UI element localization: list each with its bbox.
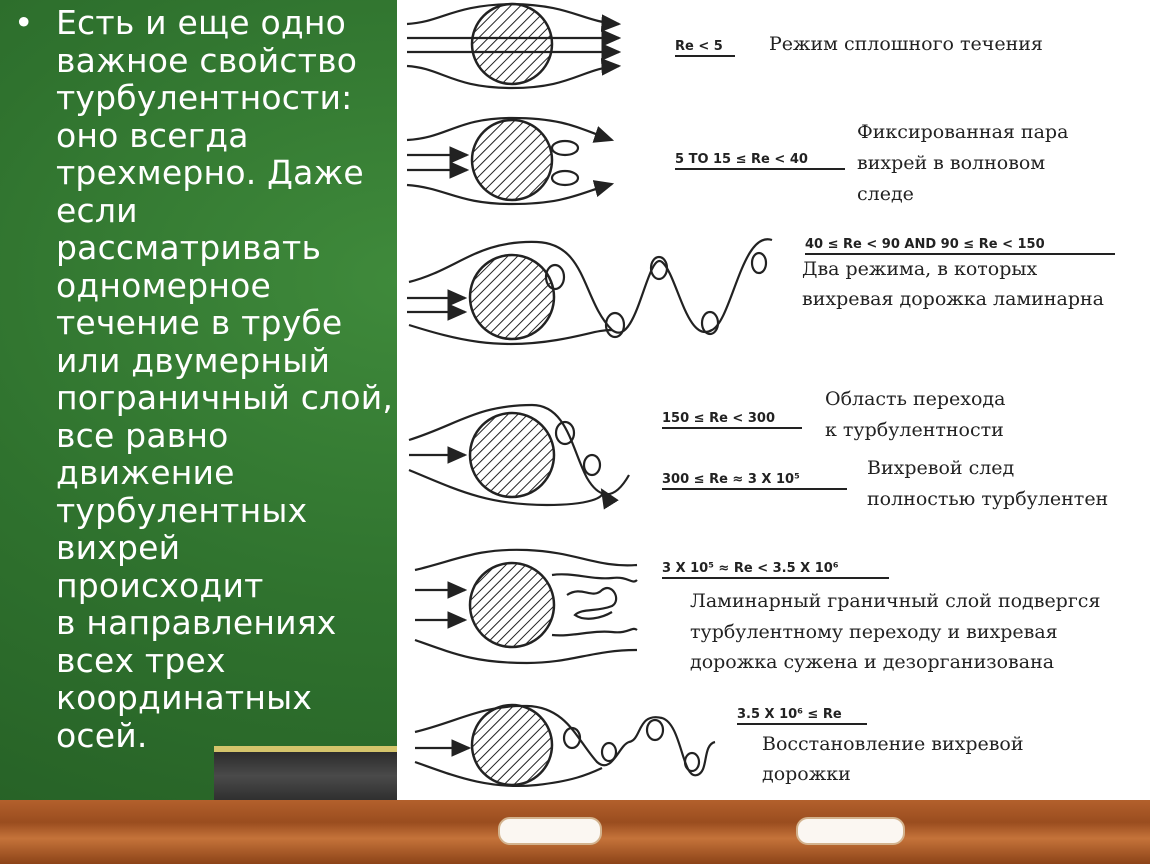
cylinder bbox=[470, 563, 554, 647]
condition-3: 40 ≤ Re < 90 AND 90 ≤ Re < 150 bbox=[805, 237, 1045, 252]
cylinder bbox=[470, 255, 554, 339]
regime-2-sketch bbox=[407, 118, 612, 204]
cylinder bbox=[472, 705, 552, 785]
condition-1: Re < 5 bbox=[675, 39, 723, 54]
label-6-line-3: дорожка сужена и дезорганизована bbox=[690, 651, 1055, 673]
label-1-line-1: Режим сплошного течения bbox=[769, 33, 1043, 55]
label-4-line-2: к турбулентности bbox=[825, 419, 1004, 441]
slide-text-block bbox=[14, 4, 394, 754]
label-2-line-2: вихрей в волновом bbox=[857, 152, 1046, 174]
label-5-line-1: Вихревой след bbox=[867, 457, 1015, 479]
label-6-line-1: Ламинарный граничный слой подвергся bbox=[690, 590, 1101, 612]
cylinder bbox=[470, 413, 554, 497]
regime-3-sketch bbox=[407, 239, 772, 344]
regime-6-sketch bbox=[415, 705, 715, 786]
label-6-line-2: турбулентному переходу и вихревая bbox=[690, 621, 1058, 643]
ledge-highlight bbox=[796, 817, 905, 845]
ledge-highlight bbox=[498, 817, 602, 845]
condition-7: 3.5 X 10⁶ ≤ Re bbox=[737, 707, 842, 722]
cylinder bbox=[472, 120, 552, 200]
label-2-line-3: следе bbox=[857, 183, 914, 205]
condition-2: 5 TO 15 ≤ Re < 40 bbox=[675, 152, 808, 167]
label-7-line-1: Восстановление вихревой bbox=[762, 733, 1024, 755]
bullet-marker: • bbox=[14, 3, 34, 42]
flow-regimes-diagram bbox=[397, 0, 1150, 804]
condition-4: 150 ≤ Re < 300 bbox=[662, 411, 775, 426]
regime-5-sketch bbox=[415, 550, 637, 663]
condition-6: 3 X 10⁵ ≈ Re < 3.5 X 10⁶ bbox=[662, 561, 839, 576]
label-2-line-1: Фиксированная пара bbox=[857, 121, 1069, 143]
cylinder bbox=[472, 4, 552, 84]
label-3-line-1: Два режима, в которых bbox=[802, 258, 1038, 280]
slide-text: Есть и еще одно важное свойство турбулентности: оно всегда трехмерно. Даже если рассматривать одномерное течение в трубе или двумерный пограничный слой, все равно движение турбулентных вихрей происходит в направлениях всех трех координатных осей. bbox=[56, 3, 394, 755]
label-3-line-2: вихревая дорожка ламинарна bbox=[802, 288, 1104, 310]
condition-5: 300 ≤ Re ≈ 3 X 10⁵ bbox=[662, 472, 800, 487]
label-5-line-2: полностью турбулентен bbox=[867, 488, 1109, 510]
regime-1-sketch bbox=[407, 4, 619, 88]
label-4-line-1: Область перехода bbox=[825, 388, 1006, 410]
regime-4-sketch bbox=[409, 405, 629, 505]
label-7-line-2: дорожки bbox=[762, 763, 851, 785]
